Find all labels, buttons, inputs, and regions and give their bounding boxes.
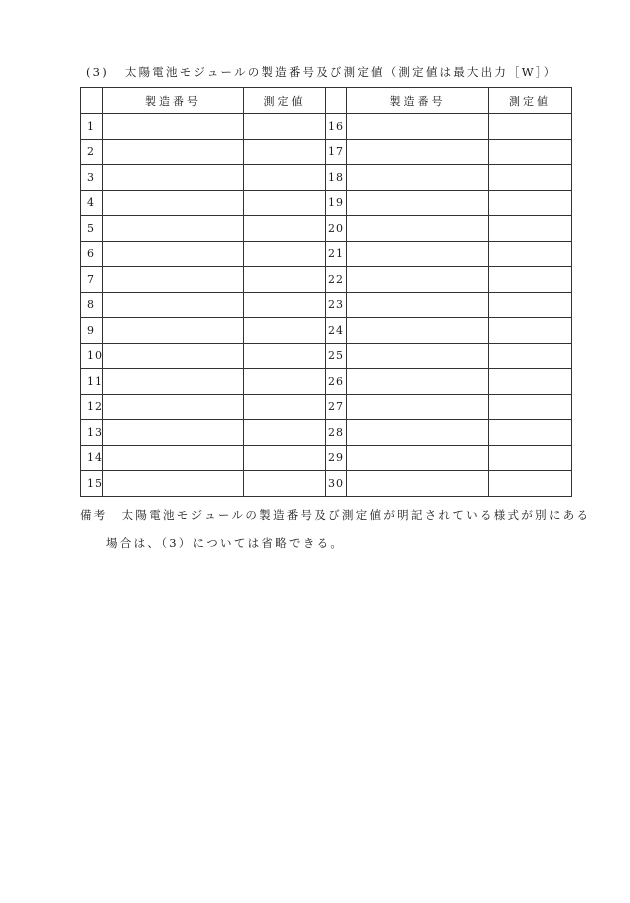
- value-cell-right[interactable]: [489, 318, 572, 344]
- row-number-right: 23: [326, 292, 347, 318]
- serial-cell-left[interactable]: [103, 241, 244, 267]
- row-number-left: 3: [81, 165, 103, 191]
- remark-note: [80, 501, 590, 557]
- header-value-right: 測定値: [489, 88, 572, 114]
- value-cell-right[interactable]: [489, 292, 572, 318]
- row-number-right: 19: [326, 190, 347, 216]
- table-row: [81, 445, 572, 471]
- table-row: [81, 267, 572, 293]
- serial-cell-right[interactable]: [347, 420, 489, 446]
- serial-cell-right[interactable]: [347, 394, 489, 420]
- serial-cell-right[interactable]: [347, 216, 489, 242]
- value-cell-left[interactable]: [244, 318, 326, 344]
- header-value-left: 測定値: [244, 88, 326, 114]
- serial-cell-left[interactable]: [103, 292, 244, 318]
- row-number-left: 5: [81, 216, 103, 242]
- row-number-right: 30: [326, 471, 347, 497]
- row-number-right: 27: [326, 394, 347, 420]
- value-cell-right[interactable]: [489, 165, 572, 191]
- table-row: [81, 165, 572, 191]
- table-row: [81, 471, 572, 497]
- table-row: [81, 343, 572, 369]
- serial-cell-left[interactable]: [103, 267, 244, 293]
- row-number-left: 12: [81, 394, 103, 420]
- row-number-left: 4: [81, 190, 103, 216]
- row-number-left: 6: [81, 241, 103, 267]
- section-number: (3): [86, 65, 109, 79]
- remark-line-1: 太陽電池モジュールの製造番号及び測定値が明記されている様式が別にある: [121, 508, 591, 522]
- value-cell-left[interactable]: [244, 190, 326, 216]
- value-cell-left[interactable]: [244, 216, 326, 242]
- serial-cell-left[interactable]: [103, 343, 244, 369]
- value-cell-right[interactable]: [489, 394, 572, 420]
- serial-cell-right[interactable]: [347, 267, 489, 293]
- value-cell-left[interactable]: [244, 394, 326, 420]
- serial-cell-left[interactable]: [103, 445, 244, 471]
- serial-cell-left[interactable]: [103, 394, 244, 420]
- serial-cell-left[interactable]: [103, 318, 244, 344]
- serial-cell-left[interactable]: [103, 139, 244, 165]
- serial-cell-right[interactable]: [347, 190, 489, 216]
- table-row: [81, 420, 572, 446]
- row-number-left: 13: [81, 420, 103, 446]
- row-number-left: 8: [81, 292, 103, 318]
- table-row: [81, 241, 572, 267]
- value-cell-left[interactable]: [244, 343, 326, 369]
- serial-cell-right[interactable]: [347, 165, 489, 191]
- row-number-left: 15: [81, 471, 103, 497]
- table-row: [81, 369, 572, 395]
- serial-cell-right[interactable]: [347, 343, 489, 369]
- serial-cell-left[interactable]: [103, 369, 244, 395]
- row-number-left: 7: [81, 267, 103, 293]
- row-number-right: 17: [326, 139, 347, 165]
- header-serial-left: 製造番号: [103, 88, 244, 114]
- serial-cell-right[interactable]: [347, 292, 489, 318]
- table-header-row: [81, 88, 572, 114]
- value-cell-right[interactable]: [489, 216, 572, 242]
- value-cell-left[interactable]: [244, 369, 326, 395]
- serial-cell-right[interactable]: [347, 139, 489, 165]
- table-row: [81, 114, 572, 140]
- row-number-right: 16: [326, 114, 347, 140]
- table-row: [81, 318, 572, 344]
- section-title: 太陽電池モジュールの製造番号及び測定値（測定値は最大出力［W］）: [124, 65, 558, 79]
- value-cell-right[interactable]: [489, 190, 572, 216]
- row-number-left: 11: [81, 369, 103, 395]
- value-cell-left[interactable]: [244, 165, 326, 191]
- row-number-left: 1: [81, 114, 103, 140]
- row-number-left: 14: [81, 445, 103, 471]
- remark-line-2: 場合は、（3）については省略できる。: [106, 536, 345, 550]
- row-number-left: 9: [81, 318, 103, 344]
- row-number-right: 24: [326, 318, 347, 344]
- table-row: [81, 394, 572, 420]
- value-cell-left[interactable]: [244, 267, 326, 293]
- row-number-right: 21: [326, 241, 347, 267]
- table-row: [81, 139, 572, 165]
- serial-cell-right[interactable]: [347, 369, 489, 395]
- value-cell-left[interactable]: [244, 420, 326, 446]
- value-cell-left[interactable]: [244, 471, 326, 497]
- serial-cell-right[interactable]: [347, 471, 489, 497]
- remark-label: 備考: [80, 508, 108, 522]
- row-number-right: 20: [326, 216, 347, 242]
- serial-cell-left[interactable]: [103, 190, 244, 216]
- value-cell-right[interactable]: [489, 114, 572, 140]
- serial-cell-left[interactable]: [103, 471, 244, 497]
- row-number-right: 28: [326, 420, 347, 446]
- row-number-right: 29: [326, 445, 347, 471]
- value-cell-right[interactable]: [489, 139, 572, 165]
- serial-cell-left[interactable]: [103, 216, 244, 242]
- serial-cell-left[interactable]: [103, 420, 244, 446]
- row-number-right: 22: [326, 267, 347, 293]
- value-cell-right[interactable]: [489, 471, 572, 497]
- serial-cell-left[interactable]: [103, 165, 244, 191]
- table-row: [81, 216, 572, 242]
- serial-cell-left[interactable]: [103, 114, 244, 140]
- row-number-right: 18: [326, 165, 347, 191]
- serial-cell-right[interactable]: [347, 318, 489, 344]
- value-cell-left[interactable]: [244, 139, 326, 165]
- value-cell-right[interactable]: [489, 369, 572, 395]
- header-no-right: [326, 88, 347, 114]
- table-row: [81, 190, 572, 216]
- module-measurement-table: [80, 87, 572, 497]
- serial-cell-right[interactable]: [347, 445, 489, 471]
- row-number-right: 25: [326, 343, 347, 369]
- header-serial-right: 製造番号: [347, 88, 489, 114]
- value-cell-right[interactable]: [489, 241, 572, 267]
- value-cell-right[interactable]: [489, 420, 572, 446]
- section-heading: [86, 64, 557, 80]
- value-cell-left[interactable]: [244, 292, 326, 318]
- row-number-left: 2: [81, 139, 103, 165]
- value-cell-left[interactable]: [244, 445, 326, 471]
- row-number-right: 26: [326, 369, 347, 395]
- value-cell-right[interactable]: [489, 445, 572, 471]
- serial-cell-right[interactable]: [347, 114, 489, 140]
- table-row: [81, 292, 572, 318]
- serial-cell-right[interactable]: [347, 241, 489, 267]
- row-number-left: 10: [81, 343, 103, 369]
- header-no-left: [81, 88, 103, 114]
- value-cell-right[interactable]: [489, 343, 572, 369]
- value-cell-left[interactable]: [244, 241, 326, 267]
- value-cell-left[interactable]: [244, 114, 326, 140]
- value-cell-right[interactable]: [489, 267, 572, 293]
